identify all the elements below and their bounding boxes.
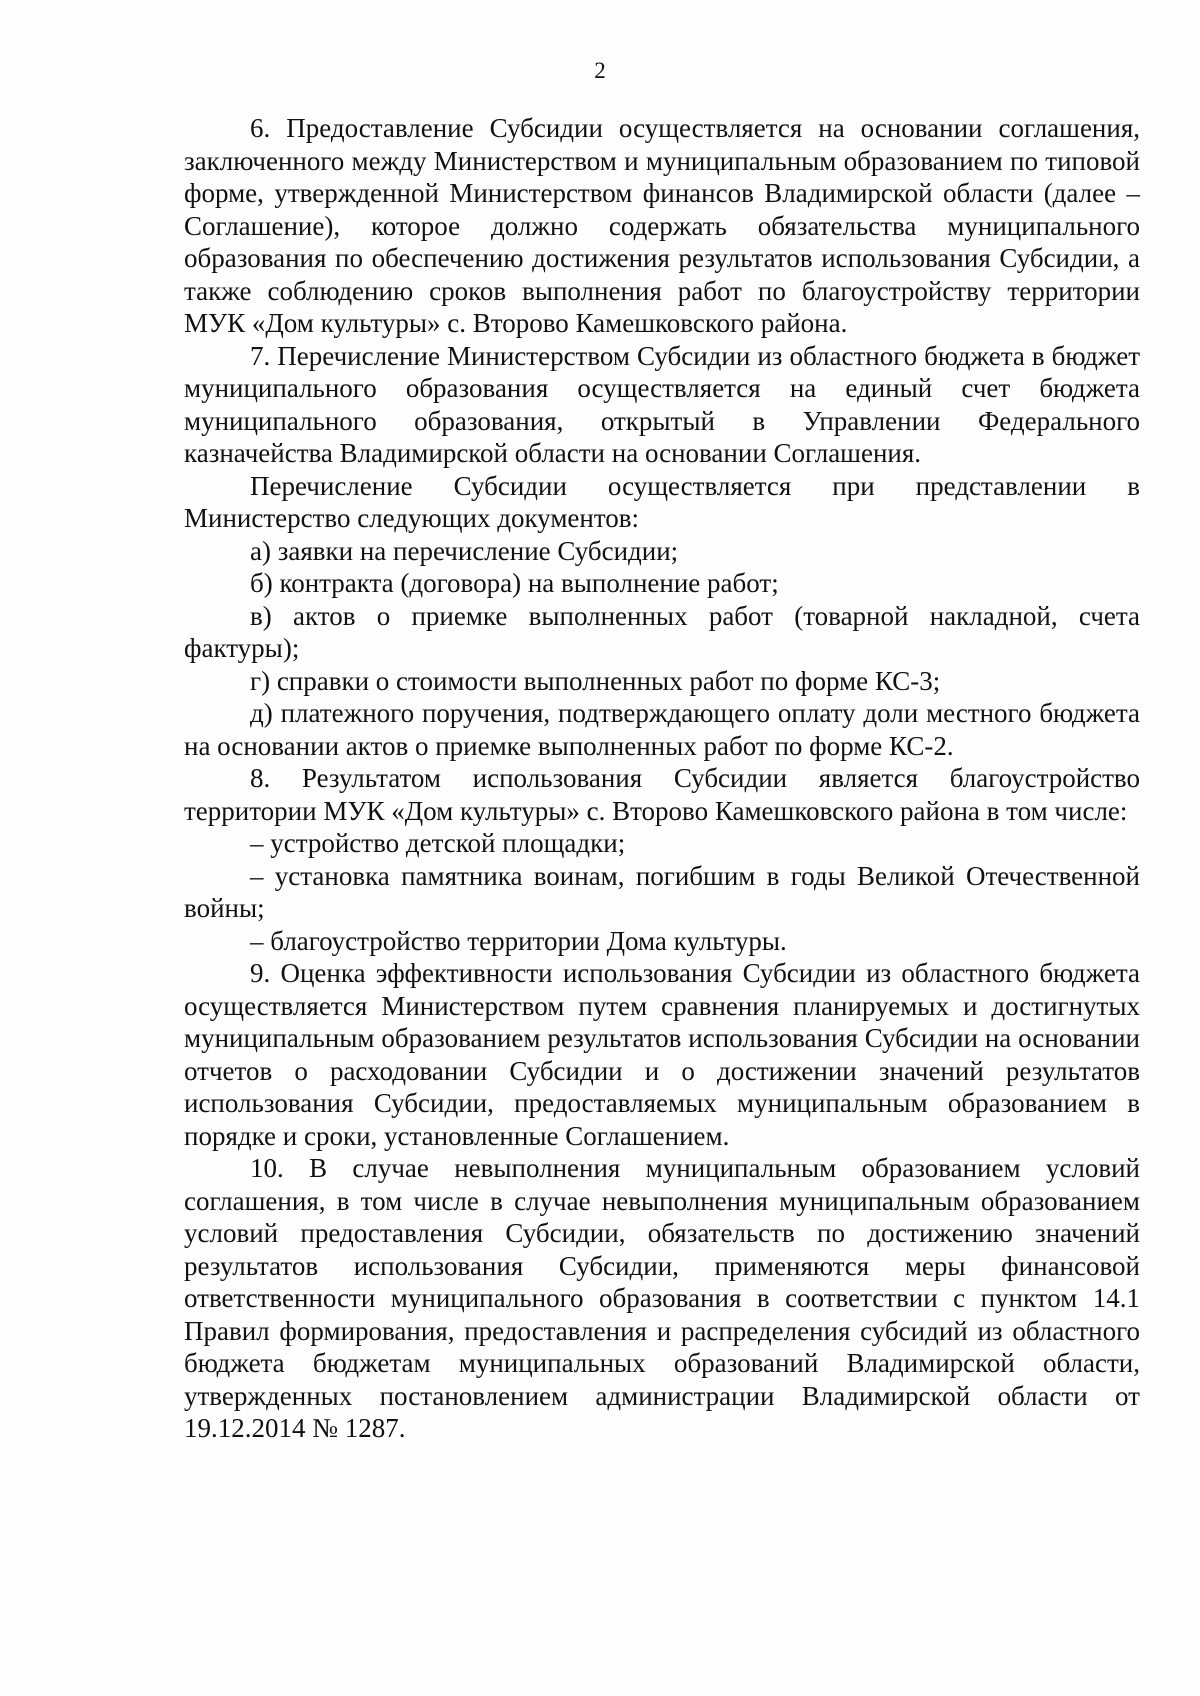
paragraph-item-9: 9. Оценка эффективности использования Субсидии из областного бюджета осуществляется Министерством путем сравнения планируемых и достигнутых муниципальным образованием результатов использования Субсидии на основании отчетов о расходовании Субсидии и о достижении значений результатов использования Субсидии, предоставляемых муниципальным образованием в порядке и сроки, установленные Соглашением.	[184, 958, 1140, 1151]
list-item-g: г) справки о стоимости выполненных работ по форме КС-3;	[250, 665, 941, 696]
paragraph-item-10: 10. В случае невыполнения муниципальным образованием условий соглашения, в том числе в случае невыполнения муниципальным образованием условий предоставления Субсидии, обязательств по достижению значений результатов использования Субсидии, применяются меры финансовой ответственности муниципального образования в соответствии с пунктом 14.1 Правил формирования, предоставления и распределения субсидий из областного бюджета бюджетам муниципальных образований Владимирской области, утвержденных постановлением администрации Владимирской области от 19.12.2014 № 1287.	[184, 1153, 1140, 1443]
list-item-playground: – устройство детской площадки;	[250, 828, 626, 858]
page-number: 2	[594, 58, 606, 83]
list-item-v: в) актов о приемке выполненных работ (товарной накладной, счета фактуры);	[184, 600, 1140, 663]
paragraph-item-8: 8. Результатом использования Субсидии является благоустройство территории МУК «Дом культуры» с. Второво Камешковского района в том числе:	[184, 763, 1140, 826]
list-item-landscaping: – благоустройство территории Дома культуры.	[250, 925, 787, 956]
list-item-b: б) контракта (договора) на выполнение работ;	[250, 568, 779, 598]
paragraph-item-6: 6. Предоставление Субсидии осуществляется на основании соглашения, заключенного между Министерством и муниципальным образованием по типовой форме, утвержденной Министерством финансов Владимирской области (далее – Соглашение), которое должно содержать обязательства муниципального образования по обеспечению достижения результатов использования Субсидии, а также соблюдению сроков выполнения работ по благоустройству территории МУК «Дом культуры» с. Второво Камешковского района.	[184, 113, 1140, 338]
list-item-monument: – установка памятника воинам, погибшим в годы Великой Отечественной войны;	[184, 860, 1140, 923]
list-item-a: а) заявки на перечисление Субсидии;	[250, 535, 679, 566]
paragraph-item-7: 7. Перечисление Министерством Субсидии из областного бюджета в бюджет муниципального образования осуществляется на единый счет бюджета муниципального образования, открытый в Управлении Федерального казначейства Владимирской области на основании Соглашения.	[184, 340, 1140, 468]
list-item-d: д) платежного поручения, подтверждающего оплату доли местного бюджета на основании актов о приемке выполненных работ по форме КС-2.	[184, 698, 1140, 761]
document-body	[184, 112, 1140, 1445]
paragraph-transfer-documents: Перечисление Субсидии осуществляется при представлении в Министерство следующих документов:	[184, 470, 1140, 533]
